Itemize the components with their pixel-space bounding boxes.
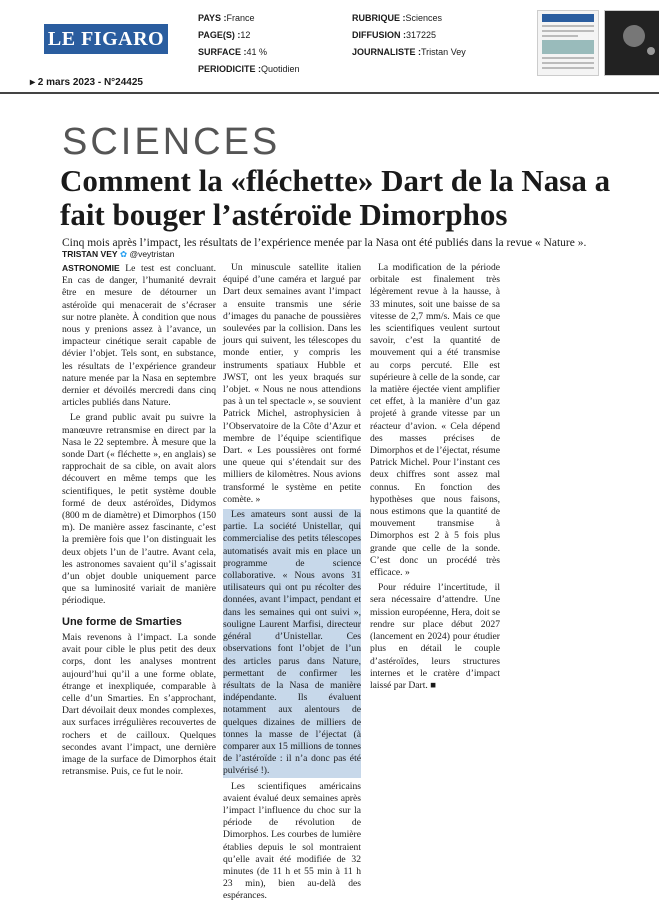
paragraph: Un minuscule satellite italien équipé d’une caméra et largué par Dart deux semaines avant l’impact a ensuite transmis une série d’images du panache de poussières soulevées par la collision. Dans les jours qui suivent, les télescopes du monde entier, y compris les instruments spatiaux Hubble et JWST, ont les yeux braqués sur l’objet. « Nous ne nous attendions pas à un tel spectacle », se souvient Patrick Michel, astrophysicien à l’Observatoire de la Côte d’Azur et membre de l’équipe scientifique Dart. « Les poussières ont formé une queue qui s’étendait sur des milliers de kilomètres. Nous avions transformé le système en petite comète. » <box>223 262 361 505</box>
meta-pages: PAGE(S) :12 <box>198 30 251 40</box>
press-meta-right <box>352 10 466 61</box>
meta-diffusion: DIFFUSION :317225 <box>352 30 437 40</box>
publication-date: ▸ 2 mars 2023 - N°24425 <box>30 77 143 88</box>
article-column-3 <box>370 262 500 695</box>
paragraph: Les scientifiques américains avaient évalué deux semaines après l’impact l’influence du choc sur la période de révolution de Dimorphos. Les courbes de lumière établies depuis le sol montraient qu’elle avait été modifiée de 32 minutes (de 11 h et 55 min à 11 h 23 min), bien au-delà des espérances. <box>223 780 361 902</box>
author-name: TRISTAN VEY <box>62 249 118 259</box>
meta-periodicite: PERIODICITE :Quotidien <box>198 64 300 74</box>
author-handle[interactable]: @veytristan <box>129 249 175 259</box>
twitter-icon: ✿ <box>119 249 128 259</box>
meta-rubrique: RUBRIQUE :Sciences <box>352 13 443 23</box>
meta-journaliste: JOURNALISTE :Tristan Vey <box>352 47 466 57</box>
meta-pays: PAYS :France <box>198 13 255 23</box>
article-column-1 <box>62 262 216 781</box>
le-figaro-logo: LE FIGARO <box>44 24 168 54</box>
paragraph: La modification de la période orbitale est finalement très légèrement revue à la hausse, à 33 minutes, soit une baisse de sa vitesse de 2,7 mm/s. Mais ce que les scientifiques veulent surtout savoir, c’est la quantité de mouvement qui a été transmise au corps percuté. Elle est supérieure à celle de la sonde, car la matière éjectée vient amplifier cet effet, à la manière d’un gaz projeté à grande vitesse par un réacteur d’avion. « Cela dépend des masses précises de Dimorphos et de l’éjectat, résume Patrick Michel. Pour l’instant ces deux chiffres sont assez mal connus. En fonction des hypothèses que nous faisons, nous estimons que la quantité de mouvement transmise à Dimorphos est 2 à 5 fois plus grande que celle de la sonde. C’est donc un procédé très efficace. » <box>370 262 500 579</box>
paragraph: Le grand public avait pu suivre la manœuvre retransmise en direct par la Nasa le 22 septembre. À mesure que la sonde Dart (« fléchette », en anglais) se rapprochait de sa cible, on avait alors découvert en même temps que les scientifiques, le petit système double formé de deux astéroïdes, Didymos (800 m de diamètre) et Dimorphos (150 m). De manière assez fascinante, c’est la première fois que l’on distinguait les deux objets l’un de l’autre. Avant cela, les astronomes savaient qu’il s’agissait d’un objet double uniquement parce que sa luminosité variait de manière périodique. <box>62 412 216 607</box>
article-subhead: Une forme de Smarties <box>62 615 182 628</box>
header-divider <box>0 92 659 94</box>
kicker: ASTRONOMIE <box>62 263 120 273</box>
highlighted-paragraph: Les amateurs sont aussi de la partie. La société Unistellar, qui commercialise des petits télescopes automatisés avait mis en place un programme de science collaborative. « Nous avons 31 utilisateurs qui ont pu récolter des données, avant l’impact, pendant et dans les semaines qui ont suivi », souligne Laurent Marfisi, directeur général d’Unistellar. Ces observations font l’objet de l’un des articles parus dans Nature, permettant de confirmer les résultats de la Nasa de manière indépendante. Ils évaluent notamment aux alentours de quelques dizaines de milliers de tonnes la masse de l’éjectat (à comparer aux 15 millions de tonnes de l’astéroïde : il n’a donc pas été pulvérisé !). <box>223 509 361 777</box>
paragraph: Pour réduire l’incertitude, il sera nécessaire d’attendre. Une mission européenne, Hera, doit se rendre sur place début 2027 (lancement en 2024) pour étudier plus en détail le couple d’astéroïdes, leurs structures internes et le cratère d’impact laissé par Dart. ■ <box>370 582 501 691</box>
meta-surface: SURFACE :41 % <box>198 47 268 57</box>
article-headline: Comment la «fléchette» Dart de la Nasa a fait bouger l’astéroïde Dimorphos <box>60 163 611 232</box>
article-deck: Cinq mois après l’impact, les résultats de l’expérience menée par la Nasa ont été publiés dans la revue « Nature ». <box>62 237 587 249</box>
page-thumbnail-photo[interactable] <box>604 10 659 76</box>
press-meta-left <box>198 10 300 78</box>
page-thumbnail-front[interactable] <box>537 10 599 76</box>
paragraph: Mais revenons à l’impact. La sonde avait pour cible le plus petit des deux corps, dont les analyses montrent aujourd’hui qu’il a une forme oblate, étrange et inexpliquée, comparable à celle d’un Smarties. En s’approchant, Dart dévoilait deux mondes complexes, aux surfaces irrégulières recouvertes de rochers et de cailloux. Quelques secondes avant l’impact, une dernière image de la surface de Dimorphos était retransmise. Puis, ce fut le noir. <box>62 631 216 778</box>
byline <box>62 249 174 260</box>
article-column-2 <box>223 262 361 906</box>
section-title: SCIENCES <box>62 121 281 163</box>
paragraph: ASTRONOMIE Le test est concluant. En cas de danger, l’humanité devrait être en mesure de détourner un astéroïde qui menacerait de s’écraser sur notre planète. À condition que nous nous y prenions assez à l’avance, un impacteur cinétique serait capable de dévier l’objet. Tels sont, en substance, les résultats de l’expérience grandeur nature menée par la Nasa en septembre dernier et dévoilés mercredi dans cinq articles publiés dans Nature. <box>62 263 216 409</box>
